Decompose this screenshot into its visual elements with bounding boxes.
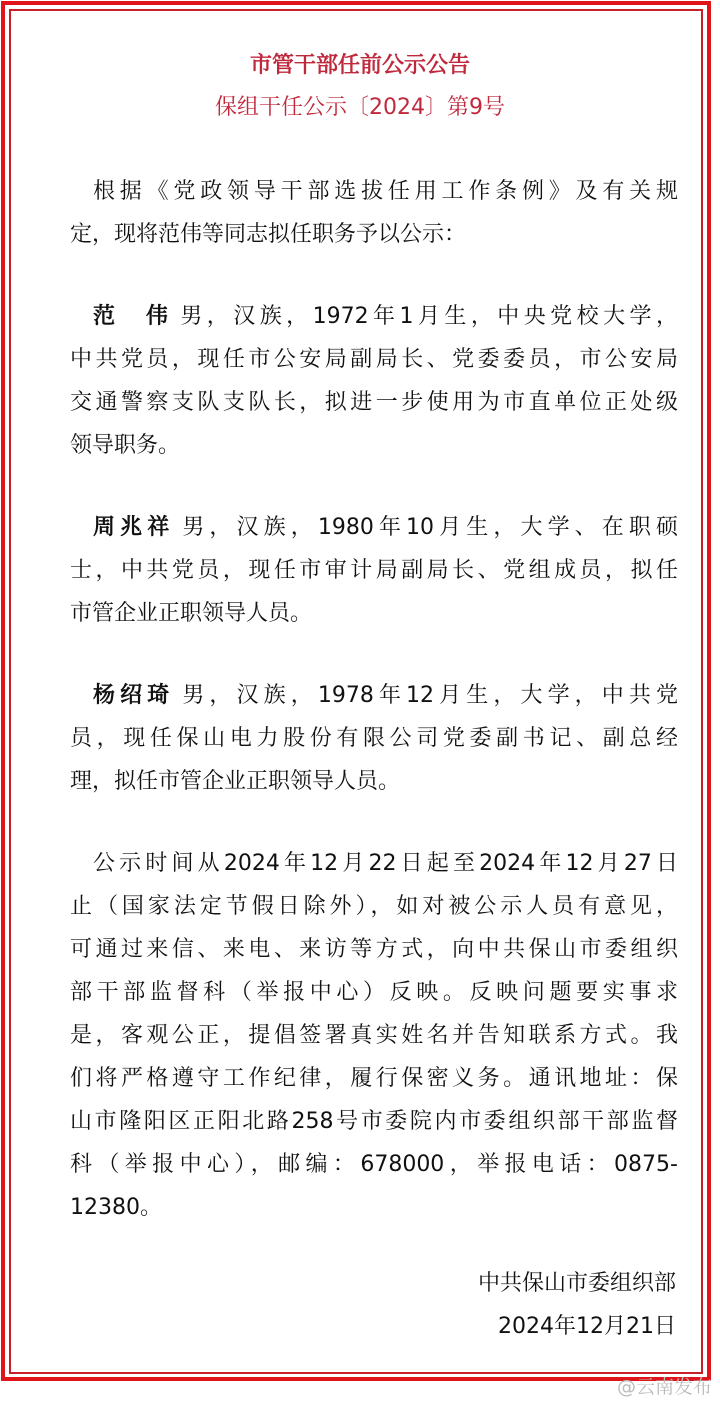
- line-text: 领导职务。: [70, 433, 181, 458]
- line-text: 山市隆阳区正阳北路258号市委院内市委组织部干部监督: [70, 1109, 678, 1134]
- notice-number: 保组干任公示〔2024〕第9号: [215, 95, 505, 120]
- paragraph-line: [70, 506, 678, 549]
- line-text: 公示时间从2024年12月22日起至2024年12月27日: [93, 851, 678, 876]
- paragraph-line: [70, 295, 678, 338]
- line-text: 根据《党政领导干部选拔任用工作条例》及有关规: [93, 179, 678, 204]
- line-text: 可通过来信、来电、来访等方式，向中共保山市委组织: [70, 937, 678, 962]
- line-text: 男，汉族，1972年1月生，中央党校大学，: [180, 304, 678, 329]
- paragraph-line: [70, 760, 678, 803]
- weibo-watermark: @云南发布: [616, 1376, 712, 1398]
- line-text: 定，现将范伟等同志拟任职务予以公示：: [70, 222, 467, 247]
- notice-title: 市管干部任前公示公告: [249, 53, 470, 78]
- line-text: 男，汉族，1980年10月生，大学、在职硕: [182, 515, 678, 540]
- paragraph-line: [70, 674, 678, 717]
- line-text: 是，客观公正，提倡签署真实姓名并告知联系方式。我: [70, 1023, 678, 1048]
- paragraph-line: [70, 842, 678, 885]
- paragraph-line: [70, 381, 678, 424]
- paragraph: [70, 842, 678, 1229]
- line-text: 部干部监督科（举报中心）反映。反映问题要实事求: [70, 980, 678, 1005]
- paragraph-line: [70, 1057, 678, 1100]
- paragraph-line: [70, 338, 678, 381]
- line-text: 交通警察支队支队长，拟进一步使用为市直单位正处级: [70, 390, 678, 415]
- candidate-name: 范 伟: [93, 304, 173, 329]
- paragraph: [70, 170, 678, 256]
- paragraph-line: [70, 213, 678, 256]
- line-text: 理，拟任市管企业正职领导人员。: [70, 769, 401, 794]
- line-text: 中共党员，现任市公安局副局长、党委委员，市公安局: [70, 347, 678, 372]
- paragraph-line: [70, 1100, 678, 1143]
- paragraph-line: [70, 717, 678, 760]
- paragraph-line: [70, 928, 678, 971]
- line-text: 止（国家法定节假日除外），如对被公示人员有意见，: [70, 894, 678, 919]
- paragraph-line: [70, 549, 678, 592]
- signature-org: 中共保山市委组织部: [477, 1271, 676, 1296]
- notice-body: [70, 170, 678, 1268]
- line-text: 市管企业正职领导人员。: [70, 601, 313, 626]
- line-text: 们将严格遵守工作纪律，履行保密义务。通讯地址：保: [70, 1066, 678, 1091]
- line-text: 12380。: [70, 1195, 162, 1220]
- line-text: 士，中共党员，现任市审计局副局长、党组成员，拟任: [70, 558, 678, 583]
- line-text: 男，汉族，1978年12月生，大学，中共党: [182, 683, 678, 708]
- paragraph-line: [70, 170, 678, 213]
- paragraph-line: [70, 1186, 678, 1229]
- paragraph-line: [70, 592, 678, 635]
- paragraph-line: [70, 971, 678, 1014]
- paragraph-line: [70, 1014, 678, 1057]
- line-text: 员，现任保山电力股份有限公司党委副书记、副总经: [70, 726, 678, 751]
- paragraph-line: [70, 1143, 678, 1186]
- paragraph: [70, 506, 678, 635]
- line-text: 科（举报中心），邮编：678000，举报电话：0875-: [70, 1152, 678, 1177]
- paragraph-line: [70, 885, 678, 928]
- paragraph-line: [70, 424, 678, 467]
- candidate-name: 周兆祥: [93, 515, 175, 540]
- paragraph: [70, 674, 678, 803]
- signature-date: 2024年12月21日: [498, 1314, 676, 1339]
- candidate-name: 杨绍琦: [93, 683, 175, 708]
- paragraph: [70, 295, 678, 467]
